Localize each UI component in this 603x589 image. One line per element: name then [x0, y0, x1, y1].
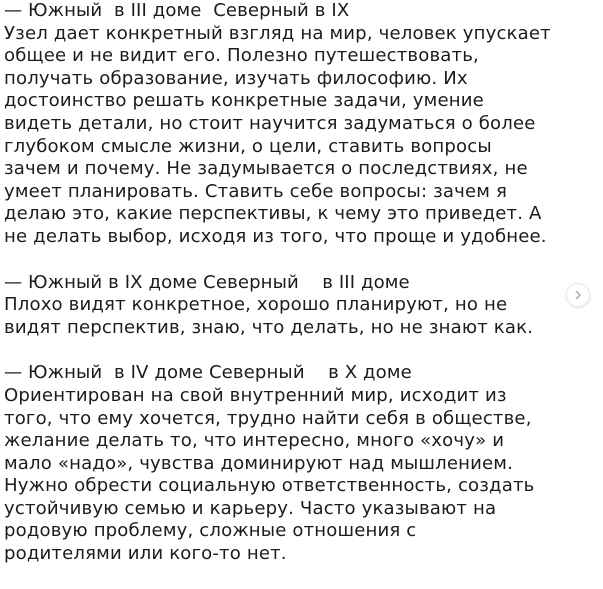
- text-line: зачем и почему. Не задумывается о последствиях, не: [4, 158, 528, 180]
- document-text: [4, 0, 598, 566]
- section-south-3-north-9: [4, 0, 598, 249]
- text-line: не делать выбор, исходя из того, что проще и удобнее.: [4, 225, 547, 247]
- paragraph-spacer: [4, 249, 598, 272]
- text-line: видеть детали, но стоит научится задуматься о более: [4, 112, 536, 134]
- next-slide-button[interactable]: [566, 283, 590, 307]
- text-line: мало «надо», чувства доминируют над мышлением.: [4, 452, 514, 474]
- section-south-4-north-10: [4, 362, 598, 565]
- text-line: устойчивую семью и карьеру. Часто указывают на: [4, 497, 497, 519]
- section-heading: — Южный в III доме Северный в IX: [4, 0, 350, 21]
- text-line: глубоком смысле жизни, о цели, ставить вопросы: [4, 135, 492, 157]
- text-line: того, что ему хочется, трудно найти себя в обществе,: [4, 407, 532, 429]
- text-line: Узел дает конкретный взгляд на мир, человек упускает: [4, 22, 551, 44]
- text-line: Ориентирован на свой внутренний мир, исходит из: [4, 384, 507, 406]
- text-line: общее и не видит его. Полезно путешествовать,: [4, 45, 479, 67]
- text-line: Нужно обрести социальную ответственность, создать: [4, 475, 535, 497]
- text-line: делаю это, какие перспективы, к чему это приведет. А: [4, 203, 542, 225]
- section-heading: — Южный в IV доме Северный в X доме: [4, 362, 412, 384]
- section-heading: — Южный в IX доме Северный в III доме: [4, 271, 410, 293]
- text-line: достоинство решать конкретные задачи, умение: [4, 90, 484, 112]
- text-line: Плохо видят конкретное, хорошо планируют, но не: [4, 294, 508, 316]
- text-line: получать образование, изучать философию. Их: [4, 67, 468, 89]
- text-line: родителями или кого-то нет.: [4, 543, 287, 565]
- text-line: родовую проблему, сложные отношения с: [4, 520, 417, 542]
- paragraph-spacer: [4, 339, 598, 362]
- chevron-right-icon: [573, 290, 583, 300]
- section-south-9-north-3: [4, 272, 598, 340]
- text-line: видят перспектив, знаю, что делать, но не знают как.: [4, 316, 534, 338]
- text-line: умеет планировать. Ставить себе вопросы: зачем я: [4, 180, 507, 202]
- text-line: желание делать то, что интересно, много «хочу» и: [4, 430, 505, 452]
